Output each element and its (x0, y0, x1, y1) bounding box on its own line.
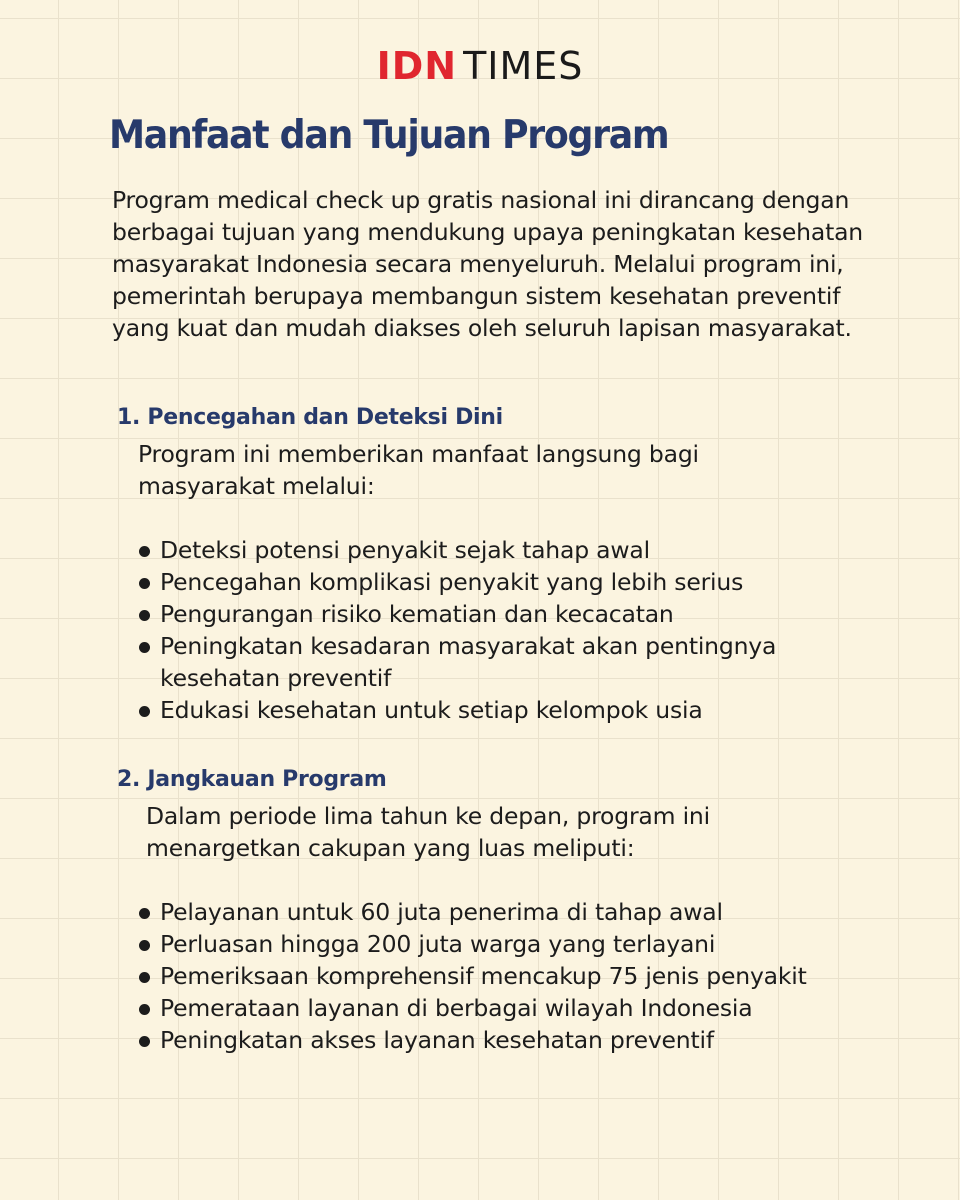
bullet-icon (139, 1004, 150, 1015)
bullet-icon (139, 972, 150, 983)
list-item-text: Edukasi kesehatan untuk setiap kelompok usia (160, 696, 703, 724)
bullet-icon (139, 908, 150, 919)
bullet-list (137, 534, 937, 726)
list-item (137, 896, 937, 928)
section-heading: 1. Pencegahan dan Deteksi Dini (117, 405, 503, 430)
list-item-text: Pemerataan layanan di berbagai wilayah Indonesia (160, 994, 753, 1022)
list-item-text: Pencegahan komplikasi penyakit yang lebih serius (160, 568, 744, 596)
list-item-text: Peningkatan akses layanan kesehatan preventif (160, 1026, 714, 1054)
section-description: Dalam periode lima tahun ke depan, program ini menargetkan cakupan yang luas meliputi: (146, 802, 710, 862)
bullet-icon (139, 546, 150, 557)
section-heading: 2. Jangkauan Program (117, 767, 387, 792)
logo-idn: IDN (376, 44, 458, 88)
list-item-text: Peningkatan kesadaran masyarakat akan pentingnya kesehatan preventif (160, 632, 777, 692)
list-item (137, 630, 870, 694)
bullet-list (137, 896, 937, 1056)
idn-times-logo (0, 44, 960, 88)
bullet-icon (139, 642, 150, 653)
bullet-icon (139, 610, 150, 621)
list-item-text: Pelayanan untuk 60 juta penerima di tahap awal (160, 898, 723, 926)
page-title: Manfaat dan Tujuan Program (109, 113, 669, 158)
list-item-text: Deteksi potensi penyakit sejak tahap awal (160, 536, 650, 564)
bullet-icon (139, 578, 150, 589)
list-item (137, 928, 937, 960)
bullet-icon (139, 940, 150, 951)
list-item (137, 694, 937, 726)
list-item (137, 992, 937, 1024)
logo-times: TIMES (463, 44, 584, 88)
list-item (137, 960, 937, 992)
bullet-icon (139, 706, 150, 717)
list-item (137, 534, 937, 566)
list-item (137, 598, 937, 630)
section-description: Program ini memberikan manfaat langsung bagi masyarakat melalui: (138, 440, 699, 500)
intro-paragraph: Program medical check up gratis nasional ini dirancang dengan berbagai tujuan yang mendukung upaya peningkatan kesehatan masyarakat Indonesia secara menyeluruh. Melalui program ini, pemerintah berupaya membangun sistem kesehatan preventif yang kuat dan mudah diakses oleh seluruh lapisan masyarakat. (112, 186, 863, 342)
list-item-text: Pengurangan risiko kematian dan kecacatan (160, 600, 674, 628)
list-item (137, 566, 937, 598)
list-item (137, 1024, 937, 1056)
bullet-icon (139, 1036, 150, 1047)
list-item-text: Perluasan hingga 200 juta warga yang terlayani (160, 930, 716, 958)
list-item-text: Pemeriksaan komprehensif mencakup 75 jenis penyakit (160, 962, 807, 990)
